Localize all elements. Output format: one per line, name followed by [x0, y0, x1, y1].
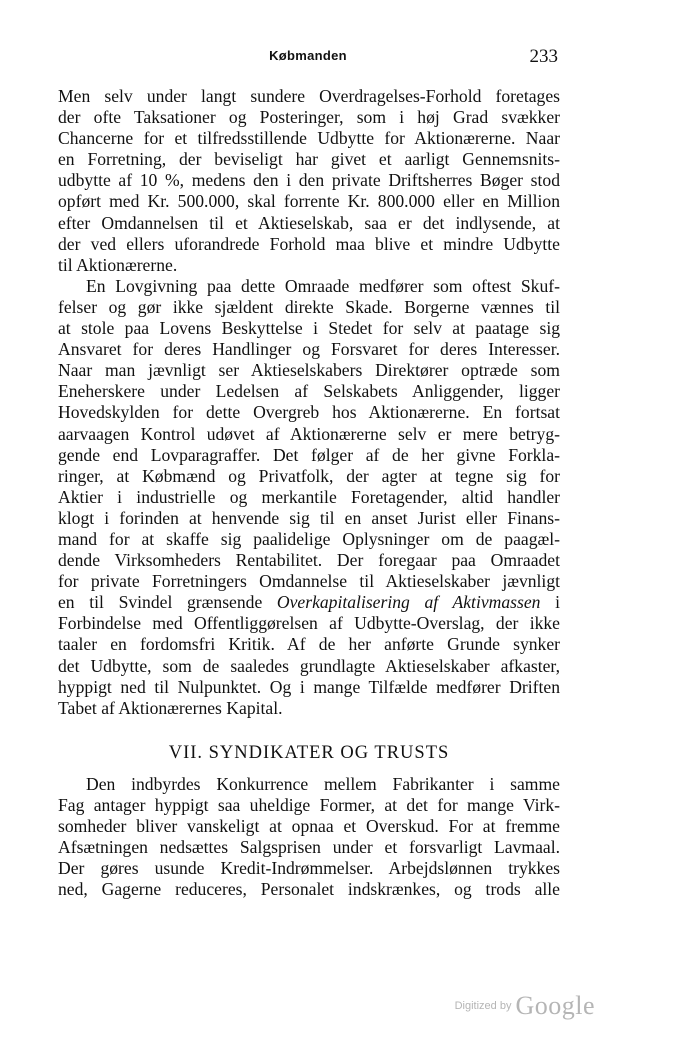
text-line: Der gøres usunde Kredit-Indrømmelser. Arbejdslønnen trykkes [58, 858, 560, 879]
text-line: det Udbytte, som de saaledes grundlagte Aktieselskaber afkaster, [58, 655, 560, 676]
running-title: Købmanden [269, 48, 347, 63]
text-line: Eneherskere under Ledelsen af Selskabets Anliggender, ligger [58, 381, 560, 402]
text-line: ned, Gagerne reduceres, Personalet indskrænkes, og trods alle [58, 879, 560, 900]
text-line: Den indbyrdes Konkurrence mellem Fabrikanter i samme [86, 773, 560, 794]
text-line: Naar man jævnligt ser Aktieselskabers Direktører optræde som [58, 360, 560, 381]
body-text [58, 86, 560, 900]
text-line: at stole paa Lovens Beskyttelse i Stedet for selv at paatage sig [58, 318, 560, 339]
text-line: Chancerne for et tilfredsstillende Udbytte for Aktionærerne. Naar [58, 128, 560, 149]
text-line: til Aktionærerne. [58, 254, 178, 275]
text-line: Ansvaret for deres Handlinger og Forsvaret for deres Interesser. [58, 339, 560, 360]
text-line: Aktier i industrielle og merkantile Foretagender, altid handler [58, 486, 560, 507]
text-line: ringer, at Købmænd og Privatfolk, der agter at tegne sig for [58, 465, 560, 486]
text-line: felser og gør ikke sjældent direkte Skade. Borgerne vænnes til [58, 296, 560, 317]
text-line: somheder bliver vanskeligt at opnaa et Overskud. For at fremme [58, 816, 560, 836]
paragraph-2 [58, 276, 560, 719]
text-line: Men selv under langt sundere Overdragelses-Forhold foretages [58, 86, 560, 106]
text-line: der ofte Taksationer og Posteringer, som i høj Grad svækker [58, 107, 560, 128]
text-line: aarvaagen Kontrol udøvet af Aktionærerne selv er mere betryg- [58, 423, 560, 444]
paragraph-3 [58, 774, 560, 901]
digitized-by-label: Digitized by [454, 1000, 512, 1012]
text-line: Afsætningen nedsættes Salgsprisen under et forsvarligt Lavmaal. [58, 837, 560, 858]
text-line: Hovedskylden for dette Overgreb hos Aktionærerne. En fortsat [58, 402, 560, 423]
italic-phrase: Overkapitalisering af Aktivmassen [276, 592, 541, 613]
text-line: hyppigt ned til Nulpunktet. Og i mange Tilfælde medfører Driften [58, 676, 560, 697]
text-line: opført med Kr. 500.000, skal forrente Kr. 800.000 eller en Million [58, 191, 560, 212]
text-line: for private Forretningers Omdannelse til Aktieselskaber jævnligt [58, 571, 560, 592]
text-line: en Forretning, der beviseligt har givet et aarligt Gennemsnits- [58, 149, 560, 170]
text-line: Tabet af Aktionærernes Kapital. [58, 697, 283, 718]
text-line: taaler en fordomsfri Kritik. Af de her anførte Grunde synker [58, 634, 560, 655]
text-line: efter Omdannelsen til et Aktieselskab, saa er det indlysende, at [58, 212, 560, 233]
page-number: 233 [529, 46, 558, 67]
paragraph-1 [58, 86, 560, 276]
text-line: Forbindelse med Offentliggørelsen af Udbytte-Overslag, der ikke [58, 613, 560, 634]
text-line: klogt i forinden at henvende sig til en anset Jurist eller Finans- [58, 507, 560, 528]
text-line: En Lovgivning paa dette Omraade medfører som oftest Skuf- [86, 275, 560, 296]
text-line: Fag antager hyppigt saa uheldige Former, at det for mange Virk- [58, 794, 560, 815]
text-line-with-italic: en til Svindel grænsende Overkapitalisering af Aktivmassen i [58, 592, 560, 613]
text-line: dende Virksomheders Rentabilitet. Der foregaar paa Omraadet [58, 550, 560, 571]
running-head [58, 46, 558, 70]
text-line: udbytte af 10 %, medens den i den private Driftsherres Bøger stod [58, 170, 560, 191]
google-logo: Google [515, 991, 595, 1020]
text-line: der ved ellers uforandrede Forhold maa blive et mindre Udbytte [58, 233, 560, 254]
text-line: mand for at skaffe sig paalidelige Oplysninger om de paagæl- [58, 528, 560, 549]
digitized-watermark [455, 991, 595, 1021]
section-heading: VII. SYNDIKATER OG TRUSTS [168, 742, 450, 763]
text-line: gende end Lovparagraffer. Det følger af de her givne Forkla- [58, 444, 560, 465]
